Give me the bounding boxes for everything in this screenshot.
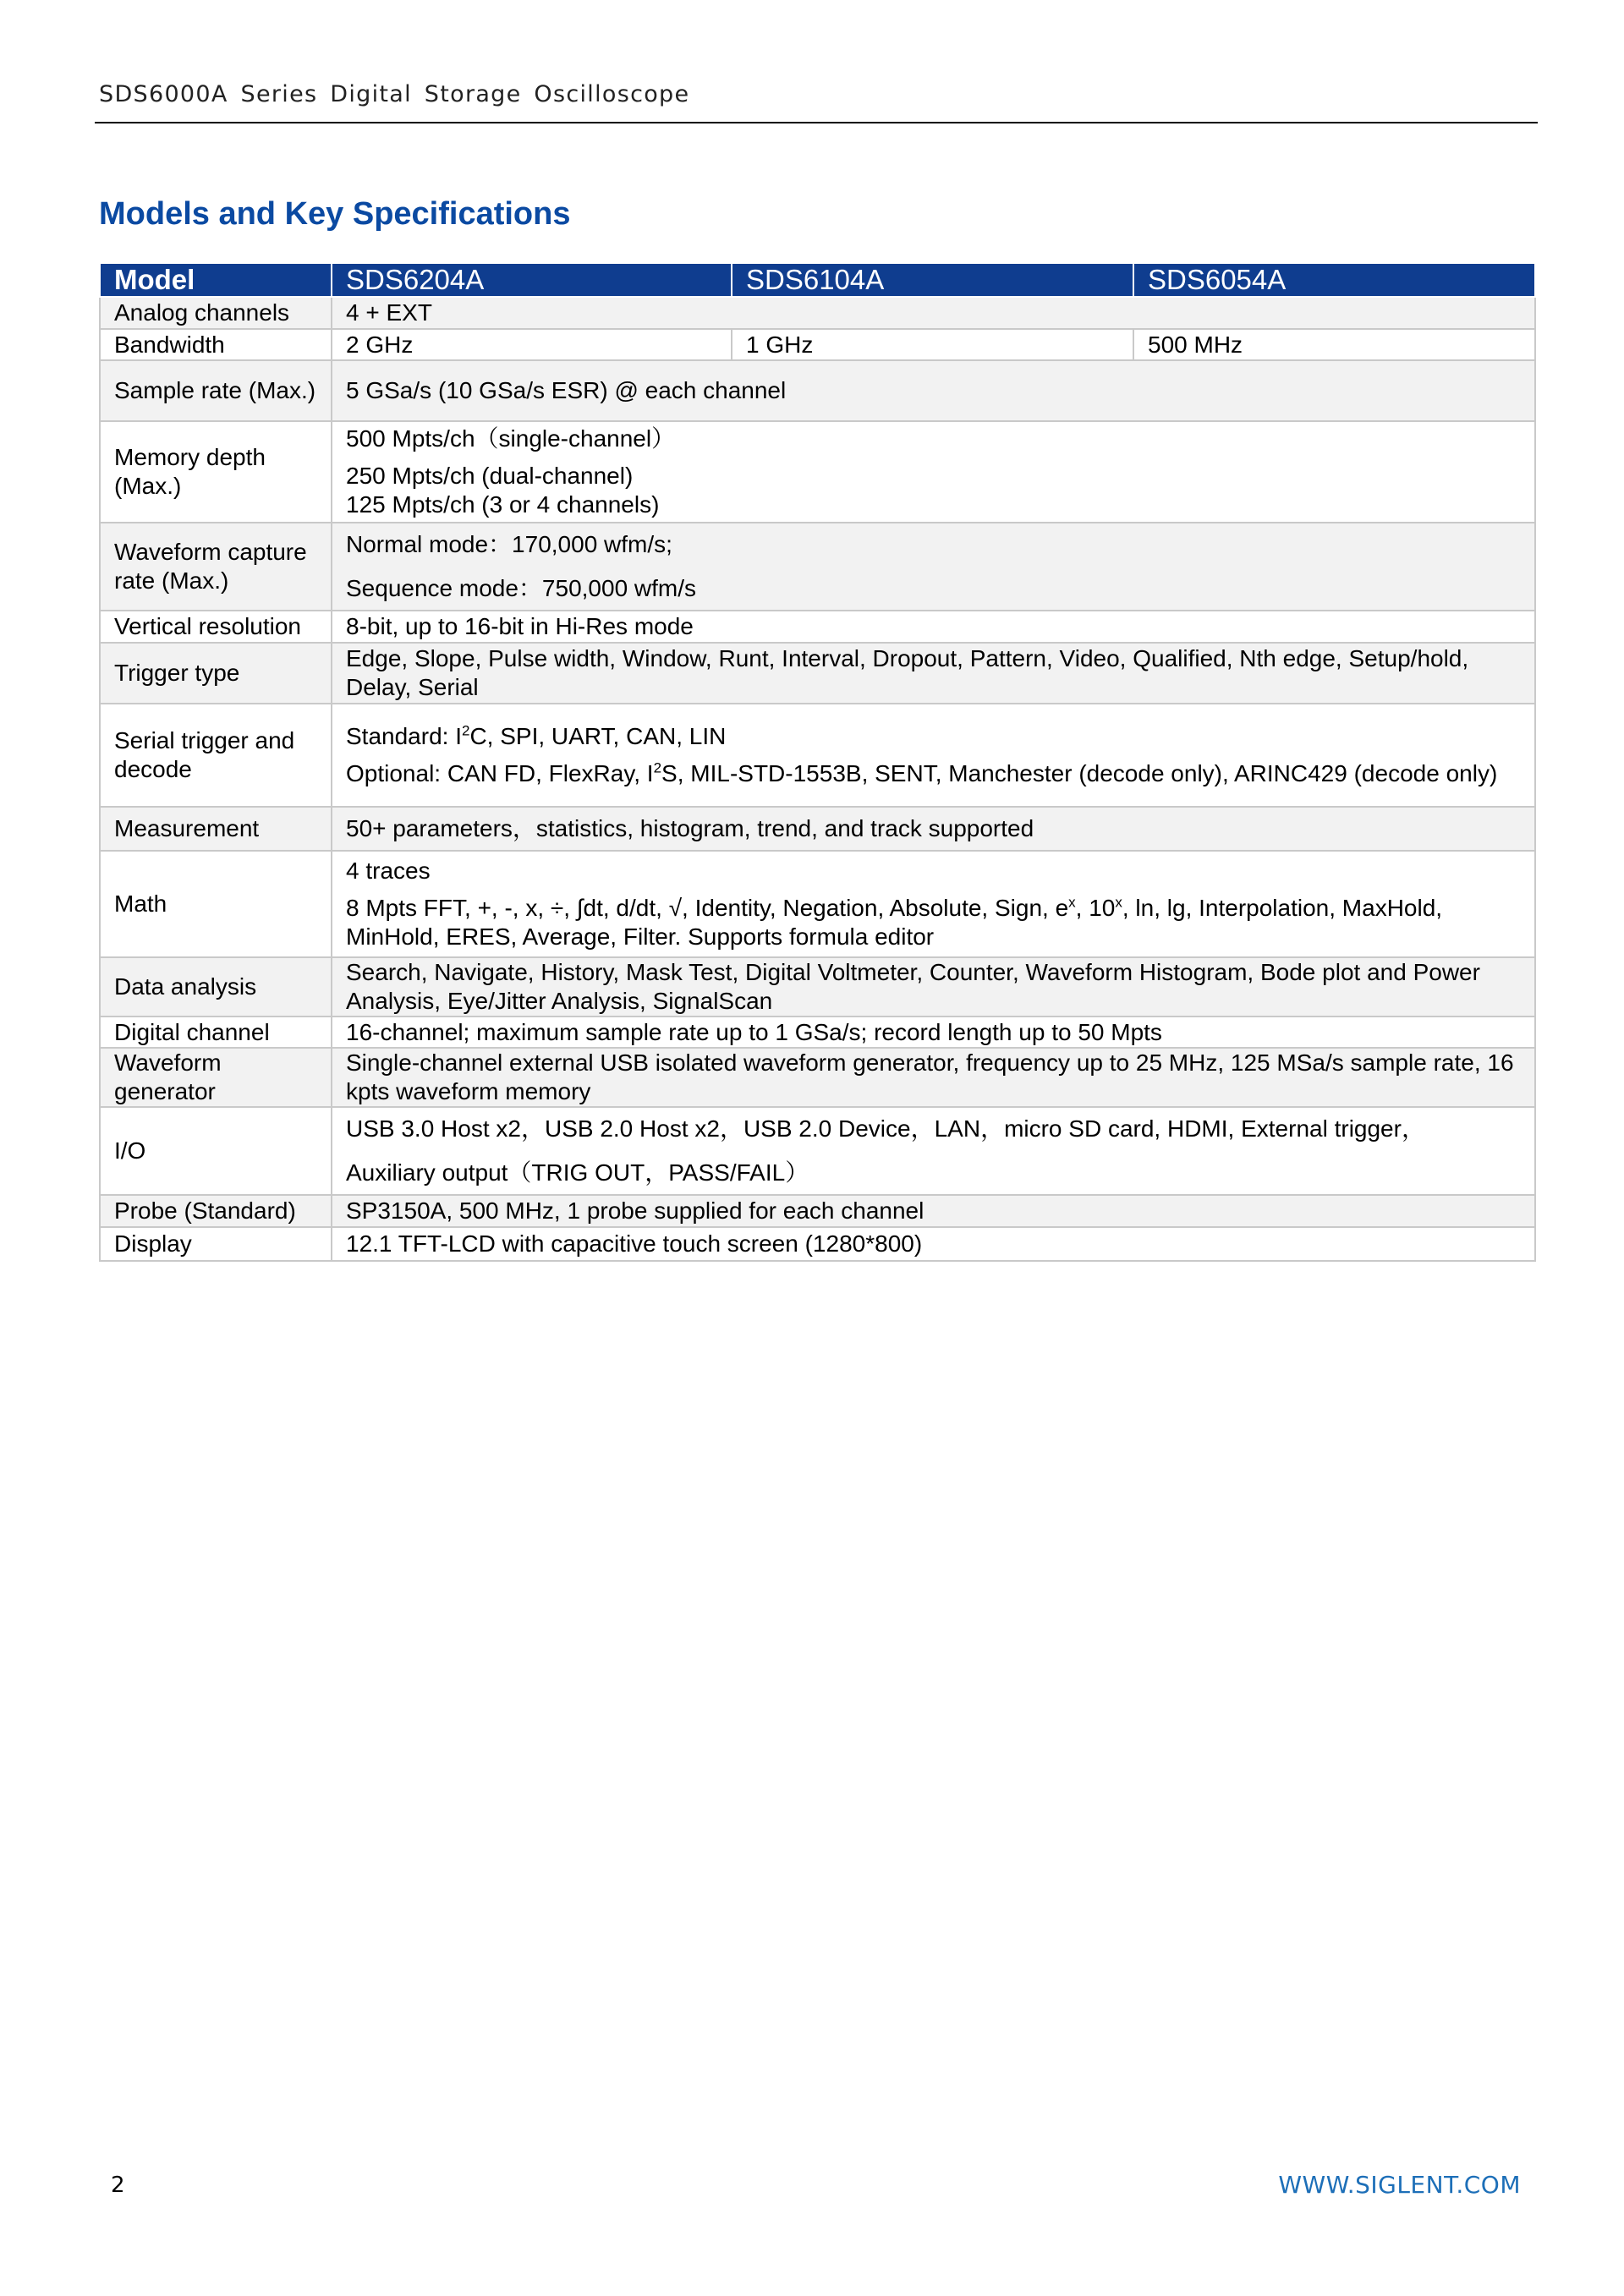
math-line: 4 traces [346, 858, 431, 884]
table-row [100, 611, 1535, 643]
row-value: Search, Navigate, History, Mask Test, Digital Voltmeter, Counter, Waveform Histogram, Bode plot and Power Analysis, Eye/Jitter Analysis, SignalScan [332, 957, 1535, 1016]
row-label: Probe (Standard) [100, 1195, 332, 1227]
bandwidth-sds6204a: 2 GHz [332, 329, 732, 360]
table-row [100, 360, 1535, 421]
table-row [100, 1048, 1535, 1107]
row-label: Sample rate (Max.) [100, 360, 332, 421]
table-row [100, 297, 1535, 329]
model-sds6104a: SDS6104A [732, 263, 1133, 297]
row-value: 16-channel; maximum sample rate up to 1 GSa/s; record length up to 50 Mpts [332, 1016, 1535, 1048]
row-label: Math [100, 851, 332, 957]
row-label: Bandwidth [100, 329, 332, 360]
row-value: 12.1 TFT-LCD with capacitive touch screen (1280*800) [332, 1227, 1535, 1261]
model-sds6054a: SDS6054A [1133, 263, 1535, 297]
row-label: Analog channels [100, 297, 332, 329]
memory-line: 250 Mpts/ch (dual-channel) [346, 463, 634, 489]
memory-line: 125 Mpts/ch (3 or 4 channels) [346, 491, 660, 518]
table-header-row [100, 263, 1535, 297]
table-row [100, 523, 1535, 611]
table-row [100, 957, 1535, 1016]
table-row [100, 704, 1535, 807]
document-header: SDS6000A Series Digital Storage Oscilloscope [99, 81, 690, 107]
memory-line: 500 Mpts/ch（single-channel） [346, 425, 676, 452]
row-label: Memory depth (Max.) [100, 421, 332, 523]
row-value: Single-channel external USB isolated waveform generator, frequency up to 25 MHz, 125 MSa/s sample rate, 16 kpts waveform memory [332, 1048, 1535, 1107]
row-label: Vertical resolution [100, 611, 332, 643]
bandwidth-sds6104a: 1 GHz [732, 329, 1133, 360]
serial-standard: Standard: $I^2C$, SPI, UART, CAN, LIN [346, 722, 727, 749]
row-label: Data analysis [100, 957, 332, 1016]
table-row [100, 1016, 1535, 1048]
spec-table [99, 262, 1536, 1262]
header-divider [95, 122, 1538, 123]
row-value: 8-bit, up to 16-bit in Hi-Res mode [332, 611, 1535, 643]
io-line: Auxiliary output（TRIG OUT，PASS/FAIL） [346, 1159, 809, 1186]
row-value: 50+ parameters，statistics, histogram, trend, and track supported [332, 807, 1535, 851]
row-label: Trigger type [100, 643, 332, 704]
row-label: Serial trigger and decode [100, 704, 332, 807]
table-row [100, 421, 1535, 523]
website-link[interactable]: WWW.SIGLENT.COM [1278, 2171, 1521, 2199]
row-value: SP3150A, 500 MHz, 1 probe supplied for each channel [332, 1195, 1535, 1227]
table-row [100, 1107, 1535, 1195]
row-label: Display [100, 1227, 332, 1261]
row-value [332, 523, 1535, 611]
table-row [100, 1227, 1535, 1261]
row-value [332, 421, 1535, 523]
section-title: Models and Key Specifications [99, 196, 571, 232]
capture-line: Sequence mode：750,000 wfm/s [346, 575, 697, 601]
row-label: Waveform capture rate (Max.) [100, 523, 332, 611]
math-line: 8 Mpts FFT, +, -, x, ÷, ∫dt, d/dt, √, Identity, Negation, Absolute, Sign, $e^x$, 10$^x$, ln, lg, Interpolation, MaxHold, MinHold, ERES, Average, Filter. Supports formula editor [346, 894, 1443, 950]
row-value [332, 851, 1535, 957]
table-row [100, 643, 1535, 704]
row-value [332, 704, 1535, 807]
row-label: Waveform generator [100, 1048, 332, 1107]
row-label: Digital channel [100, 1016, 332, 1048]
row-label: Measurement [100, 807, 332, 851]
bandwidth-sds6054a: 500 MHz [1133, 329, 1535, 360]
table-row [100, 807, 1535, 851]
row-value: 4 + EXT [332, 297, 1535, 329]
row-label: I/O [100, 1107, 332, 1195]
io-line: USB 3.0 Host x2，USB 2.0 Host x2，USB 2.0 Device，LAN，micro SD card, HDMI, External trigger， [346, 1115, 1425, 1142]
row-value [332, 1107, 1535, 1195]
serial-optional: Optional: CAN FD, FlexRay, $I^2S$, MIL-STD-1553B, SENT, Manchester (decode only), ARINC429 (decode only) [346, 759, 1498, 786]
model-header-label: Model [100, 263, 332, 297]
capture-line: Normal mode：170,000 wfm/s; [346, 531, 672, 557]
row-value: 5 GSa/s (10 GSa/s ESR) @ each channel [332, 360, 1535, 421]
row-value: Edge, Slope, Pulse width, Window, Runt, Interval, Dropout, Pattern, Video, Qualified, Nth edge, Setup/hold, Delay, Serial [332, 643, 1535, 704]
table-row [100, 329, 1535, 360]
table-row [100, 1195, 1535, 1227]
page-number: 2 [111, 2173, 125, 2198]
model-sds6204a: SDS6204A [332, 263, 732, 297]
table-row [100, 851, 1535, 957]
